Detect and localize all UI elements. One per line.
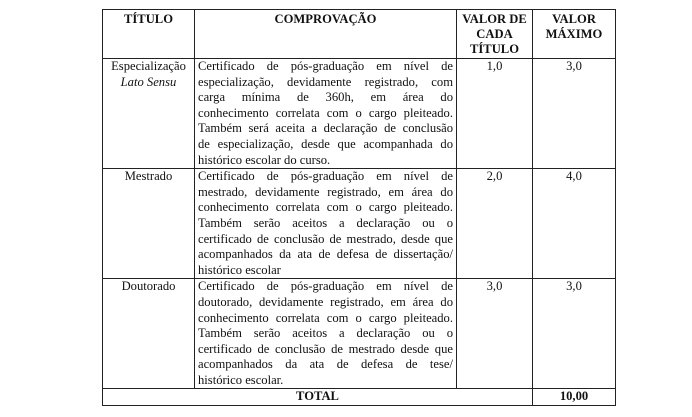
header-valor-cada-line: VALOR DE [462,12,527,26]
comprovacao-line: Também será aceita a declaração de conclusão [198,121,453,136]
comprovacao-line: Também serão aceitos a declaração ou o [198,215,453,230]
comprovacao-line: conhecimento correlata com o cargo pleiteado. [198,310,453,325]
row-valor-cada: 1,0 [457,59,533,169]
header-valor-cada-line: TÍTULO [470,42,519,56]
comprovacao-line: Também serão aceitos a declaração ou o [198,326,453,341]
row-titulo: Doutorado [103,279,195,389]
titles-score-table [102,9,616,406]
header-valor-maximo-line: VALOR [552,12,596,26]
row-comprovacao [195,279,457,389]
comprovacao-line: conhecimento correlata com o cargo pleiteado. [198,105,453,120]
table-row [103,279,616,389]
total-value: 10,00 [533,389,616,406]
comprovacao-line: acompanhados da ata de defesa de dissertação/ [198,247,453,262]
comprovacao-line: certificado de conclusão de mestrado desde que [198,341,453,356]
header-valor-maximo [533,10,616,59]
header-valor-cada-titulo [457,10,533,59]
comprovacao-line: conhecimento correlata com o cargo pleiteado. [198,200,453,215]
header-valor-maximo-line: MÁXIMO [545,27,603,41]
comprovacao-line: acompanhados da ata de defesa de tese/ [198,357,453,372]
row-valor-cada: 3,0 [457,279,533,389]
row-comprovacao [195,169,457,279]
comprovacao-line: Certificado de pós-graduação em nível de [198,169,453,184]
comprovacao-line: doutorado, devidamente registrado, em área do [198,294,453,309]
row-valor-maximo: 3,0 [533,279,616,389]
comprovacao-line: especialização, devidamente registrado, com [198,74,453,89]
row-valor-cada: 2,0 [457,169,533,279]
comprovacao-line: histórico escolar. [198,372,284,387]
row-titulo-subtitle: Lato Sensu [120,74,177,89]
row-titulo: Mestrado [103,169,195,279]
comprovacao-line: de especialização, desde que acompanhada do [198,136,453,151]
row-titulo [103,59,195,169]
row-titulo-text: Especialização [111,59,186,73]
row-valor-maximo: 4,0 [533,169,616,279]
comprovacao-line: carga mínima de 360h, em área do [198,90,453,105]
row-valor-maximo: 3,0 [533,59,616,169]
comprovacao-line: histórico escolar do curso. [198,152,331,167]
table-header-row [103,10,616,59]
total-label: TOTAL [103,389,533,406]
table-row [103,59,616,169]
comprovacao-line: histórico escolar [198,262,281,277]
header-valor-cada-line: CADA [476,27,513,41]
total-row [103,389,616,406]
comprovacao-line: certificado de conclusão de mestrado, desde que [198,231,453,246]
table-row [103,169,616,279]
header-comprovacao: COMPROVAÇÃO [195,10,457,59]
comprovacao-line: Certificado de pós-graduação em nível de [198,59,453,73]
header-titulo: TÍTULO [103,10,195,59]
comprovacao-line: Certificado de pós-graduação em nível de [198,279,453,294]
comprovacao-line: mestrado, devidamente registrado, em área do [198,184,453,199]
row-comprovacao [195,59,457,169]
